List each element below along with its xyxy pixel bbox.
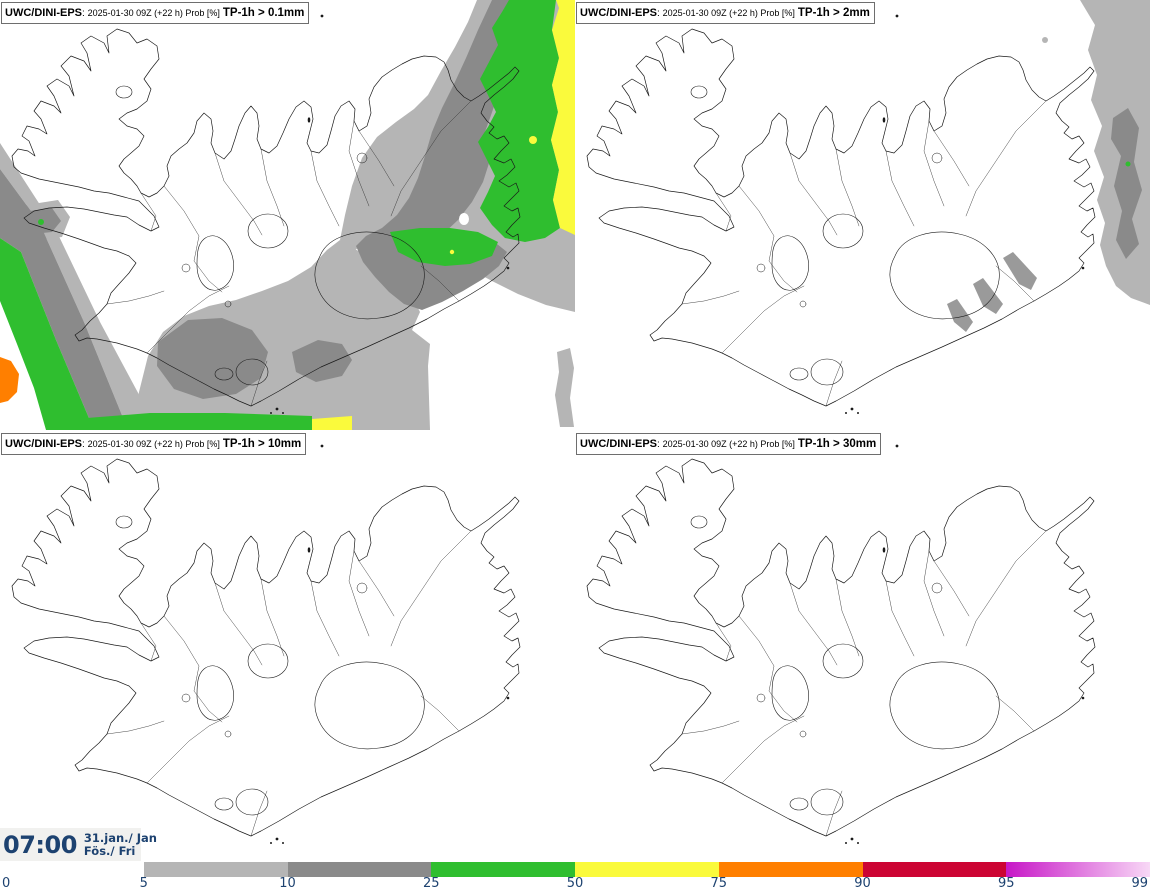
threshold-label: TP-1h > 10mm: [222, 438, 302, 450]
colorbar-tick-label: 99: [1131, 876, 1148, 891]
threshold-label: TP-1h > 2mm: [797, 7, 870, 19]
map-prob-30mm: [575, 430, 1150, 860]
date-line-1: 31.jan./ Jan: [83, 830, 157, 845]
map-prob-2mm: [575, 0, 1150, 430]
colorbar-tick-label: 90: [854, 876, 871, 891]
colorbar-segment: [0, 862, 144, 877]
model-label: UWC/DINI-EPS: [580, 438, 657, 450]
colorbar-tick-label: 10: [279, 876, 296, 891]
colorbar-segment: [1006, 862, 1150, 877]
panel-title-2mm: UWC/DINI-EPS: 2025-01-30 09Z (+22 h) Prob [%] TP-1h > 2mm: [576, 2, 875, 24]
colorbar-segment: [863, 862, 1007, 877]
date-column: [84, 832, 157, 858]
colorbar-segment: [719, 862, 863, 877]
run-label: 2025-01-30 09Z (+22 h) Prob [%]: [87, 439, 220, 449]
model-label: UWC/DINI-EPS: [5, 438, 82, 450]
colorbar-tick-label: 0: [2, 876, 11, 891]
colorbar: [0, 862, 1150, 877]
colorbar-segment: [431, 862, 575, 877]
run-label: 2025-01-30 09Z (+22 h) Prob [%]: [662, 8, 795, 18]
map-prob-10mm: [0, 430, 575, 860]
colorbar-tick-label: 5: [139, 876, 148, 891]
time-display: [0, 828, 157, 861]
colorbar-labels: [0, 876, 1150, 891]
date-line-2: Fös./ Fri: [83, 843, 136, 858]
model-label: UWC/DINI-EPS: [580, 7, 657, 19]
panel-prob-2mm: [575, 0, 1150, 430]
run-label: 2025-01-30 09Z (+22 h) Prob [%]: [87, 8, 220, 18]
model-label: UWC/DINI-EPS: [5, 7, 82, 19]
threshold-label: TP-1h > 30mm: [797, 438, 877, 450]
time-value: 07:00: [3, 830, 77, 859]
panel-prob-0.1mm: [0, 0, 575, 430]
panel-title-10mm: UWC/DINI-EPS: 2025-01-30 09Z (+22 h) Prob [%] TP-1h > 10mm: [1, 433, 306, 455]
panel-title-0.1mm: UWC/DINI-EPS: 2025-01-30 09Z (+22 h) Prob [%] TP-1h > 0.1mm: [1, 2, 309, 24]
colorbar-tick-label: 25: [422, 876, 440, 891]
colorbar-tick-label: 95: [997, 876, 1015, 891]
colorbar-tick-label: 75: [710, 876, 728, 891]
panel-prob-10mm: [0, 430, 575, 860]
threshold-label: TP-1h > 0.1mm: [222, 7, 305, 19]
prob-overlay-2mm: [947, 0, 1150, 332]
colorbar-tick-label: 50: [566, 876, 584, 891]
colorbar-segment: [575, 862, 719, 877]
map-prob-0.1mm: [0, 0, 575, 430]
panel-title-30mm: UWC/DINI-EPS: 2025-01-30 09Z (+22 h) Prob [%] TP-1h > 30mm: [576, 433, 881, 455]
colorbar-segment: [144, 862, 288, 877]
colorbar-segment: [288, 862, 432, 877]
panel-prob-30mm: [575, 430, 1150, 860]
run-label: 2025-01-30 09Z (+22 h) Prob [%]: [662, 439, 795, 449]
